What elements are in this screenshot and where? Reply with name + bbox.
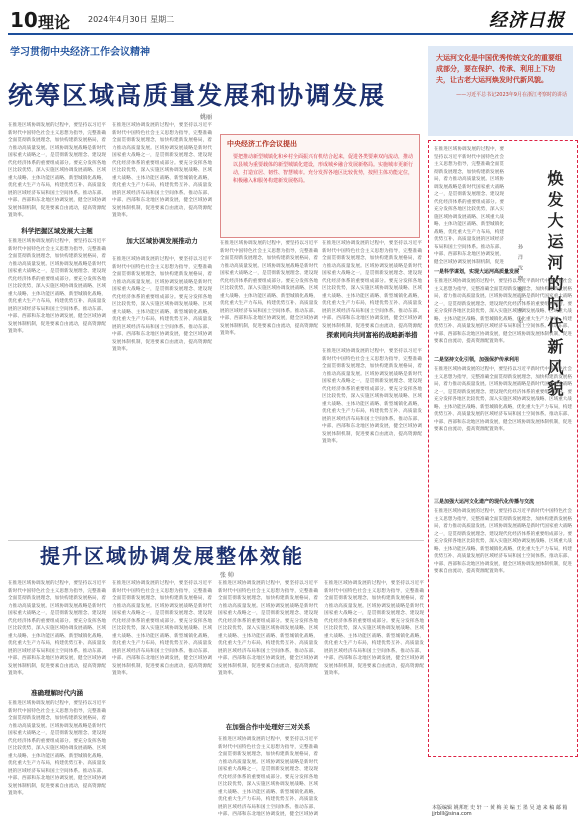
article-column: 在推进区域协调发展的过程中，要坚持以习近平新时代中国特色社会主义思想为指导，完整准确全面贯彻新发展理念，加快构建新发展格局，着力推动高质量发展。区域协调发展战略是新时代国家重大战略之一，是贯彻新发展理念、建设现代化经济体系的重要组成部分。要充分发挥各地区比较优势，深入实施区域协调发展战略、区域重大战略、主体功能区战略、新型城镇化战略，优化重大生产力布局，构建优势互补、高质量发展的区域经济布局和国土空间体系。推动东部、中部、西部和东北地区协调发展，健全区域协调发展体制机制，促进要素自由流动，提高资源配置效率。 [8, 701, 106, 796]
article-column: 在推进区域协调发展的过程中，要坚持以习近平新时代中国特色社会主义思想为指导，完整准确全面贯彻新发展理念，加快构建新发展格局，着力推动高质量发展。区域协调发展战略是新时代国家重大战略之一，是贯彻新发展理念、建设现代化经济体系的重要组成部分。要充分发挥各地区比较优势，深入实施区域协调发展战略、区域重大战略、主体功能区战略、新型城镇化战略，优化重大生产力布局，构建优势互补、高质量发展的区域经济布局和国土空间体系。推动东部、中部、西部和东北地区协调发展，健全区域协调发展体制机制，促进要素自由流动，提高资源配置效率。 [112, 581, 212, 676]
page-number: 10 [10, 8, 38, 32]
article-column: 在推进区域协调发展的过程中，要坚持以习近平新时代中国特色社会主义思想为指导，完整准确全面贯彻新发展理念，加快构建新发展格局，着力推动高质量发展。区域协调发展战略是新时代国家重大战略之一，是贯彻新发展理念、建设现代化经济体系的重要组成部分。要充分发挥各地区比较优势，深入实施区域协调发展战略、区域重大战略、主体功能区战略、新型城镇化战略，优化重大生产力布局，构建优势互补、高质量发展的区域经济布局和国土空间体系。推动东部、中部、西部和东北地区协调发展，健全区域协调发展体制机制，促进要素自由流动，提高资源配置效率。 [218, 581, 318, 676]
section-name: 理论 [38, 13, 71, 32]
headline-main[interactable]: 统筹区域高质量发展和协调发展 [8, 81, 387, 110]
article-column: 在推进区域协调发展的过程中，要坚持以习近平新时代中国特色社会主义思想为指导，完整准确全面贯彻新发展理念，加快构建新发展格局，着力推动高质量发展。区域协调发展战略是新时代国家重大战略之一，是贯彻新发展理念、建设现代化经济体系的重要组成部分。要充分发挥各地区比较优势，深入实施区域协调发展战略、区域重大战略、主体功能区战略、新型城镇化战略，优化重大生产力布局，构建优势互补、高质量发展的区域经济布局和国土空间体系。推动东部、中部、西部和东北地区协调发展，健全区域协调 [218, 737, 318, 817]
quote-text: 大运河文化是中国优秀传统文化的重要组成部分，要在保护、传承、利用上下功夫，让古老大运河焕发时代新风貌。 [436, 53, 562, 84]
article-subhead: 探索同向共同富裕的战略新举措 [326, 331, 418, 339]
sidebar-column: 在推进区域协调发展的过程中，要坚持以习近平新时代中国特色社会主义思想为指导，完整准确全面贯彻新发展理念，加快构建新发展格局，着力推动高质量发展。区域协调发展战略是新时代国家重大战略之一，是贯彻新发展理念、建设现代化经济体系的重要组成部分。要充分发挥各地区比较优势，深入实施区域协调发展战略、区域重大战略、主体功能区战略、新型城镇化战略，优化重大生产力布局，构建优势互补、高质量发展的区域经济布局和国土空间体系。推动东部、中部、西部和东北地区协调发展，健全区域协调发展体制机制，促进要素自由流动，提高资源配置效率。 [434, 279, 572, 344]
header-rule [8, 33, 573, 35]
article-column: 在推进区域协调发展的过程中，要坚持以习近平新时代中国特色社会主义思想为指导，完整准确全面贯彻新发展理念，加快构建新发展格局，着力推动高质量发展。区域协调发展战略是新时代国家重大战略之一，是贯彻新发展理念、建设现代化经济体系的重要组成部分。要充分发挥各地区比较优势，深入实施区域协调发展战略、区域重大战略、主体功能区战略、新型城镇化战略，优化重大生产力布局，构建优势互补、高质量发展的区域经济布局和国土空间体系。推动东部、中部、西部和东北地区协调发展，健全区域协调发展体制机制，促进要素自由流动，提高资源配置效率。 [8, 581, 106, 676]
headline-second[interactable]: 提升区域协调发展整体效能 [40, 544, 304, 568]
quote-box [428, 46, 573, 136]
article-column: 在推进区域协调发展的过程中，要坚持以习近平新时代中国特色社会主义思想为指导，完整准确全面贯彻新发展理念，加快构建新发展格局，着力推动高质量发展。区域协调发展战略是新时代国家重大战略之一，是贯彻新发展理念、建设现代化经济体系的重要组成部分。要充分发挥各地区比较优势，深入实施区域协调发展战略、区域重大战略、主体功能区战略、新型城镇化战略，优化重大生产力布局，构建优势互补、高质量发展的区域经济布局和国土空间体系。推动东部、中部、西部和东北地区协调发展，健全区域协调发展体制机制，促进要素自由流动，提高资源配置效率。 [322, 349, 422, 444]
article-column: 在推进区域协调发展的过程中，要坚持以习近平新时代中国特色社会主义思想为指导，完整准确全面贯彻新发展理念，加快构建新发展格局，着力推动高质量发展。区域协调发展战略是新时代国家重大战略之一，是贯彻新发展理念、建设现代化经济体系的重要组成部分。要充分发挥各地区比较优势，深入实施区域协调发展战略、区域重大战略、主体功能区战略、新型城镇化战略，优化重大生产力布局，构建优势互补、高质量发展的区域经济布局和国土空间体系。推动东部、中部、西部和东北地区协调发展，健全区域协调发展体制机制，促进要素自由流动，提高资源配置效率。 [8, 123, 106, 218]
sidebar-column: 在推进区域协调发展的过程中，要坚持以习近平新时代中国特色社会主义思想为指导，完整准确全面贯彻新发展理念，加快构建新发展格局，着力推动高质量发展。区域协调发展战略是新时代国家重大战略之一，是贯彻新发展理念、建设现代化经济体系的重要组成部分。要充分发挥各地区比较优势，深入实施区域协调发展战略、区域重大战略、主体功能区战略、新型城镇化战略，优化重大生产力布局，构建优势互补、高质量发展的区域经济布局和国土空间体系。推动东部、中部、西部和东北地区协调发展，健全区域协调发展体制机制，促进 [434, 147, 504, 265]
sidebar-column: 在推进区域协调发展的过程中，要坚持以习近平新时代中国特色社会主义思想为指导，完整准确全面贯彻新发展理念，加快构建新发展格局，着力推动高质量发展。区域协调发展战略是新时代国家重大战略之一，是贯彻新发展理念、建设现代化经济体系的重要组成部分。要充分发挥各地区比较优势，深入实施区域协调发展战略、区域重大战略、主体功能区战略、新型城镇化战略，优化重大生产力布局，构建优势互补、高质量发展的区域经济布局和国土空间体系。推动东部、中部、西部和东北地区协调发展，健全区域协调发展体制机制，促进要素自由流动，提高资源配置效率。 [434, 367, 572, 432]
callout-title: 中央经济工作会议提出 [227, 140, 297, 148]
callout-body: 要把推动新型城镇化和乡村全面振兴有机结合起来，促进各类要素双向流动，推动以县城为重要载体的新型城镇化建设，形成城乡融合发展新格局。实施城市更新行动，打造宜居、韧性、智慧城市。充分发挥各地区比较优势，按照主体功能定位，积极融入和服务构建新发展格局。 [233, 154, 414, 184]
issue-date: 2024年4月30日 星期二 [88, 15, 175, 24]
sidebar-subhead: 二是坚持文化引领，加强保护传承利用 [434, 357, 520, 363]
byline-second: 张 帅 [220, 572, 234, 579]
section-kicker: 学习贯彻中央经济工作会议精神 [10, 47, 150, 58]
sidebar-subhead: 一是科学谋划，实现大运河高质量发展 [434, 269, 520, 275]
article-subhead: 加大区域协调发展推动力 [126, 237, 198, 245]
sidebar-column: 在推进区域协调发展的过程中，要坚持以习近平新时代中国特色社会主义思想为指导，完整准确全面贯彻新发展理念，加快构建新发展格局，着力推动高质量发展。区域协调发展战略是新时代国家重大战略之一，是贯彻新发展理念、建设现代化经济体系的重要组成部分。要充分发挥各地区比较优势，深入实施区域协调发展战略、区域重大战略、主体功能区战略、新型城镇化战略，优化重大生产力布局，构建优势互补、高质量发展的区域经济布局和国土空间体系。推动东部、中部、西部和东北地区协调发展，健全区域协调发展体制机制，促进要素自由流动，提高资源配置效率。 [434, 509, 572, 574]
article-subhead: 在加强合作中处理好三对关系 [225, 723, 311, 731]
article-column: 在推进区域协调发展的过程中，要坚持以习近平新时代中国特色社会主义思想为指导，完整准确全面贯彻新发展理念，加快构建新发展格局，着力推动高质量发展。区域协调发展战略是新时代国家重大战略之一，是贯彻新发展理念、建设现代化经济体系的重要组成部分。要充分发挥各地区比较优势，深入实施区域协调发展战略、区域重大战略、主体功能区战略、新型城镇化战略，优化重大生产力布局，构建优势互补、高质量发展的区域经济布局和国土空间体系。推动东部、中部、西部和东北地区协调发展，健全区域协调发展体制机制，促进要素自由流动，提高资源配置效率。 [324, 581, 424, 676]
sidebar-article-authors: 孙 洋 沈 晓 杨 王 亚 茹 [517, 244, 523, 326]
article-column: 在推进区域协调发展的过程中，要坚持以习近平新时代中国特色社会主义思想为指导，完整准确全面贯彻新发展理念，加快构建新发展格局，着力推动高质量发展。区域协调发展战略是新时代国家重大战略之一，是贯彻新发展理念、建设现代化经济体系的重要组成部分。要充分发挥各地区比较优势，深入实施区域协调发展战略、区域重大战略、主体功能区战略、新型城镇化战略，优化重大生产力布局，构建优势互补、高质量发展的区域经济布局和国土空间体系。推动东部、中部、西部和东北地区协调发展，健全区域协调发展体制机制，促进要素自由流动，提高资源配置效率。 [8, 239, 106, 334]
sidebar-subhead: 三是加强大运河文化遗产的现代化传播与交流 [434, 499, 535, 505]
article-column: 在推进区域协调发展的过程中，要坚持以习近平新时代中国特色社会主义思想为指导，完整准确全面贯彻新发展理念，加快构建新发展格局，着力推动高质量发展。区域协调发展战略是新时代国家重大战略之一，是贯彻新发展理念、建设现代化经济体系的重要组成部分。要充分发挥各地区比较优势，深入实施区域协调发展战略、区域重大战略、主体功能区战略、新型城镇化战略，优化重大生产力布局，构建优势互补、高质量发展的区域经济布局和国土空间体系。推动东部、中部、西部和东北地区协调发展，健全区域协调发展体制机制，促进要素自由流动，提高资源配置效率。 [112, 257, 212, 352]
quote-source: ——习近平总书记2023年9月在浙江考察时的讲话 [456, 92, 567, 98]
sidebar-article-title[interactable]: 焕发大运河的时代新风貌 [545, 170, 564, 401]
newspaper-logo: 经济日报 [489, 10, 565, 31]
callout-box [220, 134, 420, 238]
article-column: 在推进区域协调发展的过程中，要坚持以习近平新时代中国特色社会主义思想为指导，完整准确全面贯彻新发展理念，加快构建新发展格局，着力推动高质量发展。区域协调发展战略是新时代国家重大战略之一，是贯彻新发展理念、建设现代化经济体系的重要组成部分。要充分发挥各地区比较优势，深入实施区域协调发展战略、区域重大战略、主体功能区战略、新型城镇化战略，优化重大生产力布局，构建优势互补、高质量发展的区域经济布局和国土空间体系。推动东部、中部、西部和东北地区协调发展，健全区域协调发展体制机制，促进要素自由流动，提高资源配 [322, 241, 422, 328]
footer-credits: 本版编辑 姚邦旺 史 轩 一 黄 梅 美 编 王 墨 吴 迪 来 稿 邮 箱 jjrblll@sina.com [432, 805, 568, 817]
article-column: 在推进区域协调发展的过程中，要坚持以习近平新时代中国特色社会主义思想为指导，完整准确全面贯彻新发展理念，加快构建新发展格局，着力推动高质量发展。区域协调发展战略是新时代国家重大战略之一，是贯彻新发展理念、建设现代化经济体系的重要组成部分。要充分发挥各地区比较优势，深入实施区域协调发展战略、区域重大战略、主体功能区战略、新型城镇化战略，优化重大生产力布局，构建优势互补、高质量发展的区域经济布局和国土空间体系。推动东部、中部、西部和东北地区协调发展，健全区域协调发展体制机制，促进要素自由流动，提高资源配置效率。 [220, 241, 318, 336]
article-column: 在推进区域协调发展的过程中，要坚持以习近平新时代中国特色社会主义思想为指导，完整准确全面贯彻新发展理念，加快构建新发展格局，着力推动高质量发展。区域协调发展战略是新时代国家重大战略之一，是贯彻新发展理念、建设现代化经济体系的重要组成部分。要充分发挥各地区比较优势，深入实施区域协调发展战略、区域重大战略、主体功能区战略、新型城镇化战略，优化重大生产力布局，构建优势互补、高质量发展的区域经济布局和国土空间体系。推动东部、中部、西部和东北地区协调发展，健全区域协调发展体制机制，促进要素自由流动，提高资源配置效率。 [112, 123, 212, 218]
article-subhead: 准确理解时代内涵 [31, 689, 83, 697]
article-subhead: 科学把握区域发展大主题 [21, 227, 93, 235]
byline-main: 姚丽 [200, 114, 213, 121]
